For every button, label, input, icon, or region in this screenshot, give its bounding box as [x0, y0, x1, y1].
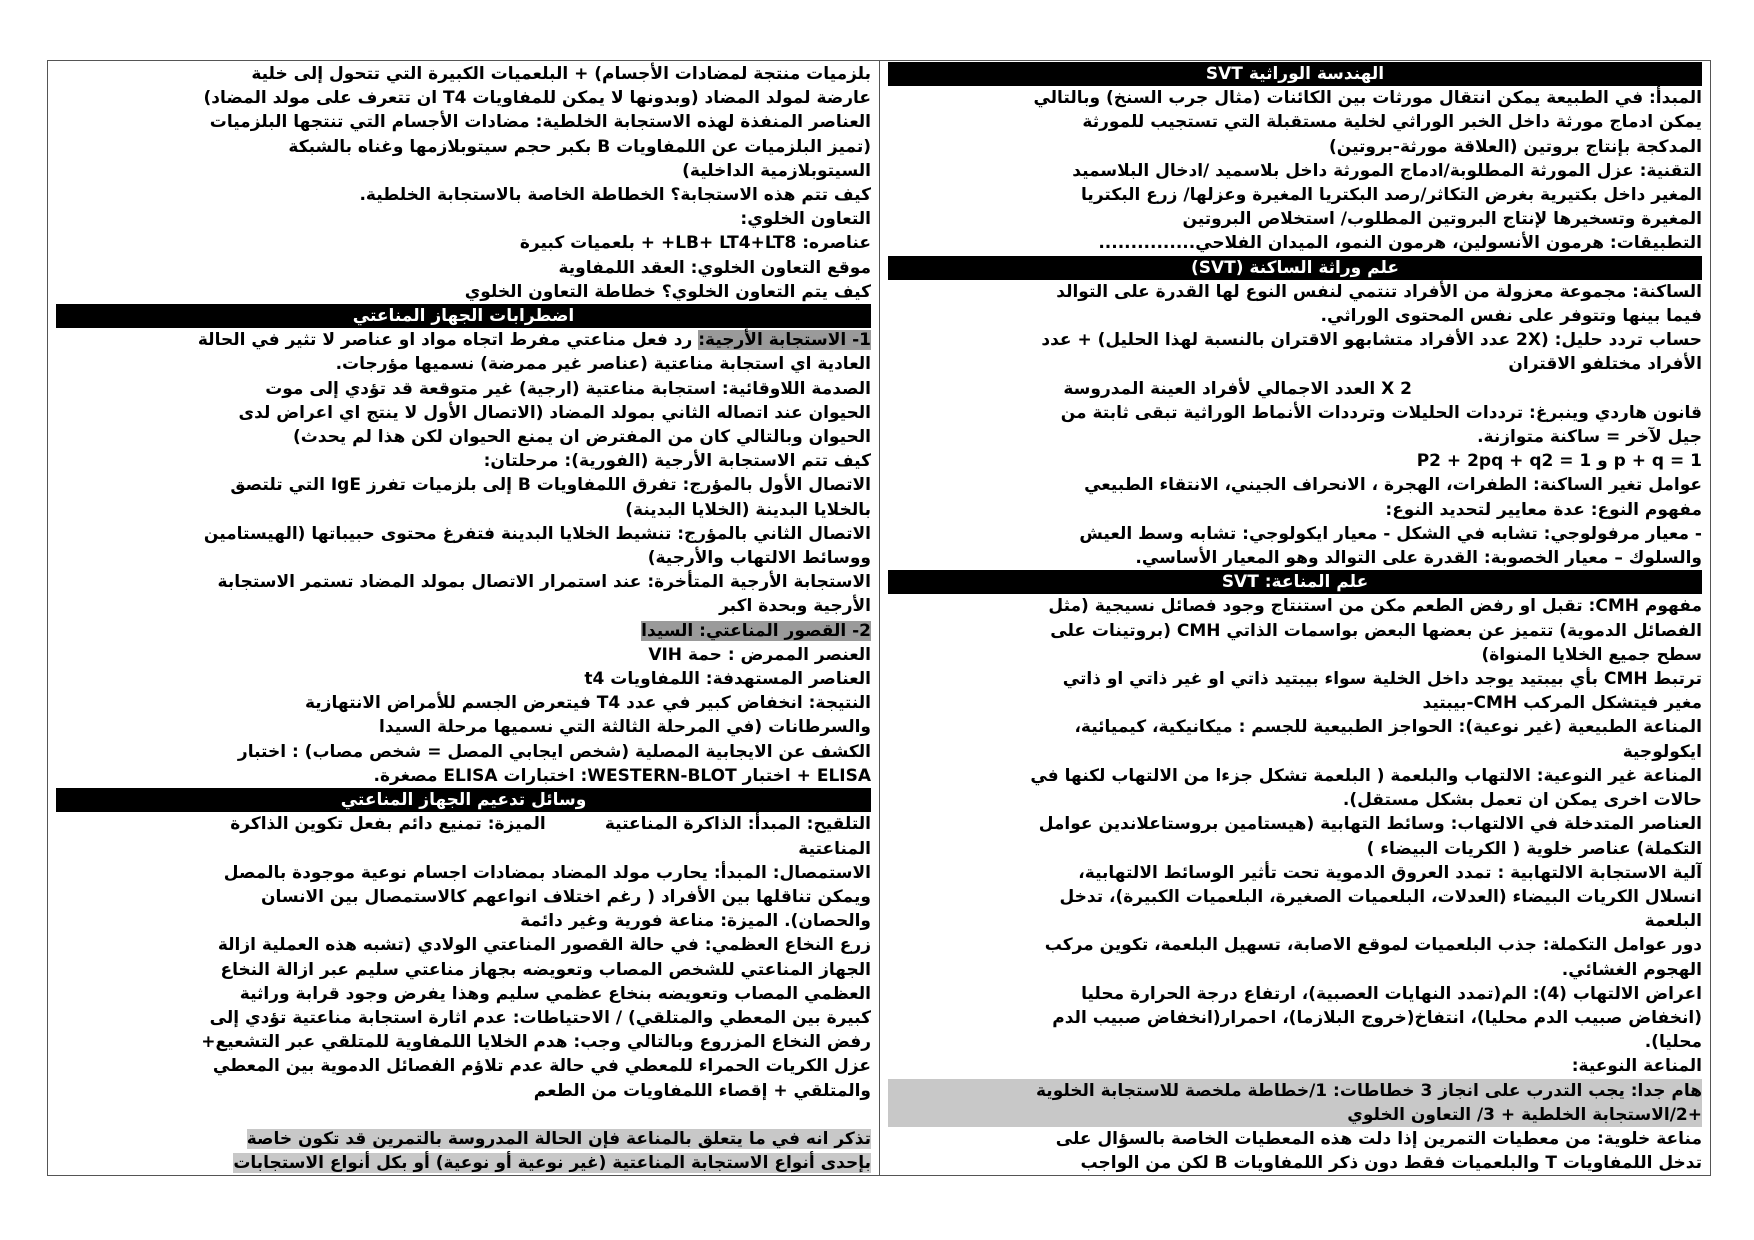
text-line: السيتوبلازمية الداخلية)	[682, 160, 871, 181]
text-line: رفض النخاع المزروع وبالتالي وجب: هدم الخلايا اللمفاوية للمتلقي عبر التشعيع+	[201, 1032, 871, 1053]
text-line: كيف تتم هذه الاستجابة؟ الخطاطة الخاصة بالاستجابة الخلطية.	[359, 185, 871, 206]
text-line: جيل لآخر = ساكنة متوازنة.	[1477, 427, 1702, 448]
text-line: ترتبط CMH بأي بيبتيد يوجد داخل الخلية سواء بيبتيد ذاتي او غير ذاتي او ذاتي	[1062, 669, 1702, 690]
text-line: عوامل تغير الساكنة: الطفرات، الهجرة ، الانحراف الجيني، الانتقاء الطبيعي	[1084, 475, 1702, 496]
text-line: الأفراد مختلفو الاقتران	[1508, 354, 1702, 375]
text-line: بالخلايا البدينة (الخلايا البدينة)	[625, 499, 871, 520]
text-line: حساب تردد حليل: (2X عدد الأفراد متشابهو الاقتران بالنسبة لهذا الحليل) + عدد	[1041, 330, 1702, 351]
text-line: الجهاز المناعتي للشخص المصاب وتعويضه بجهاز مناعتي سليم عبر ازالة النخاع	[220, 959, 871, 980]
text-line: زرع النخاع العظمي: في حالة القصور المناعتي الولادي (تشبه هذه العملية ازالة	[217, 935, 871, 956]
reminder-text: تذكر انه في ما يتعلق بالمناعة فإن الحالة المدروسة بالتمرين قد تكون خاصة	[246, 1128, 871, 1149]
text-line: محليا).	[1644, 1032, 1702, 1053]
allergy-label: 1- الاستجابة الأرجية:	[698, 330, 871, 351]
text-line: فيما بينها وتتوفر على نفس المحتوى الوراثي.	[1320, 306, 1702, 327]
document-sheet	[47, 60, 1711, 1176]
blank-line	[56, 1103, 871, 1127]
text-line: الحيوان عند اتصاله الثاني بمولد المضاد (الاتصال الأول لا ينتج اي اعراض لدى	[238, 402, 871, 423]
formula-denominator: 2 X العدد الاجمالي لأفراد العينة المدروسة	[1063, 378, 1412, 399]
text-line: العنصر الممرض : حمة VIH	[648, 644, 871, 665]
text-line: عزل الكريات الحمراء للمعطي في حالة عدم تلاؤم الفصائل الدموية بين المعطي	[212, 1056, 871, 1077]
aids-label: 2- القصور المناعتي: السيدا	[641, 620, 871, 641]
text-line: الاستجابة الأرجية المتأخرة: عند استمرار الاتصال بمولد المضاد تستمر الاستجابة	[217, 572, 871, 593]
section-header-immune-disorders: اضطرابات الجهاز المناعتي	[56, 304, 871, 328]
reminder-line	[56, 1127, 871, 1151]
text-line: العناصر المستهدفة: اللمفاويات t4	[584, 669, 871, 690]
text-line: والحصان). الميزة: مناعة فورية وغير دائمة	[520, 911, 871, 932]
text-line: عناصره: LB+ LT4+LT8+ + بلعميات كبيرة	[519, 233, 871, 254]
text-line: حالات اخرى يمكن ان تعمل بشكل مستقل).	[1342, 790, 1702, 811]
text-line: الاستمصال: المبدأ: يحارب مولد المضاد بمضادات اجسام نوعية موجودة بالمصل	[223, 862, 871, 883]
humoral-response-text	[56, 62, 871, 304]
genetic-engineering-text	[888, 86, 1702, 255]
text-line: سطح جميع الخلايا المنواة)	[1481, 644, 1702, 665]
reminder-line	[56, 1151, 871, 1175]
text-line: الكشف عن الايجابية المصلية (شخص ايجابي المصل = شخص مصاب) : اختبار	[237, 741, 871, 762]
text-line: التقنية: عزل المورثة المطلوبة/ادماج المورثة داخل بلاسميد /ادخال البلاسميد	[1072, 160, 1702, 181]
text-line: الحيوان وبالتالي كان من المفترض ان يمنع الحيوان لكن هذا لم يحدث)	[292, 427, 871, 448]
text-line: والسرطانات (في المرحلة الثالثة التي نسميها مرحلة السيدا	[379, 717, 871, 738]
text-line: المناعتية	[798, 838, 871, 859]
text-line: الصدمة اللاوقائية: استجابة مناعتية (ارجية) غير متوقعة قد تؤدي إلى موت	[265, 378, 871, 399]
text-line: كيف تتم الاستجابة الأرجية (الفورية): مرحلتان:	[483, 451, 871, 472]
text-line: مناعة خلوية: من معطيات التمرين إذا دلت هذه المعطيات الخاصة بالسؤال على	[1055, 1128, 1702, 1149]
text-line: مفهوم النوع: عدة معايير لتحديد النوع:	[1385, 499, 1702, 520]
text-line: انسلال الكريات البيضاء (العدلات، البلعميات الصغيرة، البلعميات الكبيرة)، تدخل	[1059, 886, 1702, 907]
text-line: اعراض الالتهاب (4): الم(تمدد النهايات العصبية)، ارتفاع درجة الحرارة محليا	[1081, 983, 1702, 1004]
text-line: التكملة) عناصر خلوية ( الكريات البيضاء )	[1366, 838, 1702, 859]
text-line: (انخفاض صبيب الدم محليا)، انتفاخ(خروج البلازما)، احمرار(انخفاض صبيب الدم	[1052, 1007, 1702, 1028]
text-line: المناعة الطبيعية (غير نوعية): الحواجز الطبيعية للجسم : ميكانيكية، كيميائية،	[1074, 717, 1702, 738]
text-line: يمكن ادماج مورثة داخل الخبر الوراثي لخلية مستقبلة التي تستجيب للمورثة	[1082, 112, 1702, 133]
text-line: الساكنة: مجموعة معزولة من الأفراد تنتمي لنفس النوع لها القدرة على التوالد	[1056, 281, 1702, 302]
text-line: الفصائل الدموية) تتميز عن بعضها البعض بواسمات الذاتي CMH (بروتينات على	[1050, 620, 1702, 641]
text-line: الاتصال الأول بالمؤرج: تفرق اللمفاويات B إلى بلزميات تفرز IgE التي تلتصق	[230, 475, 871, 496]
reminder-text: بإحدى أنواع الاستجابة المناعتية (غير نوعية أو نوعية) أو بكل أنواع الاستجابات	[233, 1153, 871, 1174]
section-header-immunology: علم المناعة: SVT	[888, 570, 1702, 594]
important-note-line: +2/الاستجابة الخلطية + 3/ التعاون الخلوي	[888, 1103, 1702, 1127]
text-line: التلقيح: المبدأ: الذاكرة المناعتية الميزة: تمنيع دائم بفعل تكوين الذاكرة	[230, 814, 871, 835]
population-genetics-text	[888, 280, 1702, 570]
text-line: - معيار مرفولوجي: تشابه في الشكل - معيار ايكولوجي: تشابه وسط العيش	[1079, 523, 1702, 544]
text-line: المدكجة بإنتاج بروتين (العلاقة مورثة-بروتين)	[1329, 136, 1702, 157]
text-line: التطبيقات: هرمون الأنسولين، هرمون النمو، الميدان الفلاحي...............	[1098, 233, 1702, 254]
text-line: مفهوم CMH: تقبل او رفض الطعم مكن من استنتاج وجود فصائل نسيجية (مثل	[1048, 596, 1702, 617]
text-line: عارضة لمولد المضاد (وبدونها لا يمكن للمفاويات T4 ان تتعرف على مولد المضاد)	[203, 88, 871, 109]
text-line: المناعة غير النوعية: الالتهاب والبلعمة ( البلعمة تشكل جزءا من الالتهاب لكنها في	[1030, 765, 1702, 786]
text-line: كيف يتم التعاون الخلوي؟ خطاطة التعاون الخلوي	[464, 281, 871, 302]
text-line: دور عوامل التكملة: جذب البلعميات لموقع الاصابة، تسهيل البلعمة، تكوين مركب	[1044, 935, 1702, 956]
text-line: بلزميات منتجة لمضادات الأجسام) + البلعميات الكبيرة التي تتحول إلى خلية	[251, 64, 871, 84]
immune-disorders-text	[56, 328, 871, 788]
text-line: والمتلقي + إقصاء اللمفاويات من الطعم	[533, 1080, 871, 1101]
section-header-population-genetics: علم وراثة الساكنة (SVT)	[888, 256, 1702, 280]
text-line: النتيجة: انخفاض كبير في عدد T4 فيتعرض الجسم للأمراض الانتهازية	[304, 693, 871, 714]
section-header-immune-support: وسائل تدعيم الجهاز المناعتي	[56, 788, 871, 812]
text-line: التعاون الخلوي:	[740, 209, 871, 230]
immune-support-text	[56, 812, 871, 1175]
text-line: ايكولوجية	[1622, 741, 1702, 762]
text-line: ويمكن تناقلها بين الأفراد ( رغم اختلاف انواعهم كالاستمصال بين الانسان	[260, 886, 871, 907]
important-note-line: هام جدا: يجب التدرب على انجاز 3 خطاطات: 1/خطاطة ملخصة للاستجابة الخلوية	[888, 1079, 1702, 1103]
text-line: قانون هاردي وينبرغ: ترددات الحليلات وترددات الأنماط الوراثية تبقى ثابتة من	[1060, 402, 1702, 423]
text-line: والسلوك – معيار الخصوبة: القدرة على التوالد وهو المعيار الأساسي.	[1135, 548, 1702, 569]
right-column	[879, 61, 1710, 1175]
text-line: الهجوم الغشائي.	[1561, 959, 1702, 980]
text-line: الأرجية وبحدة اكبر	[719, 596, 871, 617]
text-line	[56, 619, 871, 643]
immunology-text	[888, 594, 1702, 1175]
text-line: مغير فيتشكل المركب CMH-بيبتيد	[1422, 693, 1702, 714]
text-line: العظمي المصاب وتعويضه بنخاع عظمي سليم وهذا يفرض وجود قرابة وراثية	[239, 983, 871, 1004]
text-line: الاتصال الثاني بالمؤرج: تنشيط الخلايا البدينة فتفرغ محتوى حبيباتها (الهيستامين	[203, 523, 871, 544]
text-line: آلية الاستجابة الالتهابية : تمدد العروق الدموية تحت تأثير الوسائط الالتهابية،	[1078, 862, 1702, 883]
text-line: المغير داخل بكتيرية بغرض التكاثر/رصد البكتريا المغيرة وعزلها/ زرع البكتريا	[1081, 185, 1702, 206]
text-line: العناصر المتدخلة في الالتهاب: وسائط التهابية (هيستامين بروستاعلاندين عوامل	[1038, 814, 1702, 835]
text-line: المبدأ: في الطبيعة يمكن انتقال مورثات بين الكائنات (مثال جرب السنخ) وبالتالي	[1033, 88, 1702, 109]
text-line: ووسائط الالتهاب والأرجية)	[647, 548, 871, 569]
text-line: المناعة النوعية:	[1571, 1056, 1702, 1077]
section-header-genetic-engineering: الهندسة الوراثية SVT	[888, 62, 1702, 86]
text-line: العادية اي استجابة مناعتية (عناصر غير ممرضة) نسميها مؤرجات.	[335, 354, 871, 375]
text-line: (تميز البلزميات عن اللمفاويات B بكبر حجم سيتوبلازمها وغناه بالشبكة	[288, 136, 871, 157]
allergy-definition: رد فعل مناعتي مفرط اتجاه مواد او عناصر لا تثير في الحالة	[197, 330, 699, 351]
text-line: موقع التعاون الخلوي: العقد اللمفاوية	[558, 257, 871, 278]
text-line: تدخل اللمفاويات T والبلعميات فقط دون ذكر اللمفاويات B لكن من الواجب	[1080, 1153, 1702, 1174]
hardy-weinberg-formula: p + q = 1 و P2 + 2pq + q2 = 1	[1416, 451, 1702, 472]
text-line: البلعمة	[1644, 911, 1702, 932]
text-line: كبيرة بين المعطي والمتلقي) / الاحتياطات: عدم اثارة استجابة مناعتية تؤدي إلى	[209, 1007, 871, 1028]
left-column	[48, 61, 879, 1175]
text-line	[56, 328, 871, 352]
text-line: العناصر المنفذة لهذه الاستجابة الخلطية: مضادات الأجسام التي تنتجها البلزميات	[209, 112, 871, 133]
text-line: المغيرة وتسخيرها لإنتاج البروتين المطلوب/ استخلاص البروتين	[1182, 209, 1702, 230]
text-line: ELISA + اختبار WESTERN-BLOT: اختبارات ELISA مصغرة.	[373, 765, 871, 786]
